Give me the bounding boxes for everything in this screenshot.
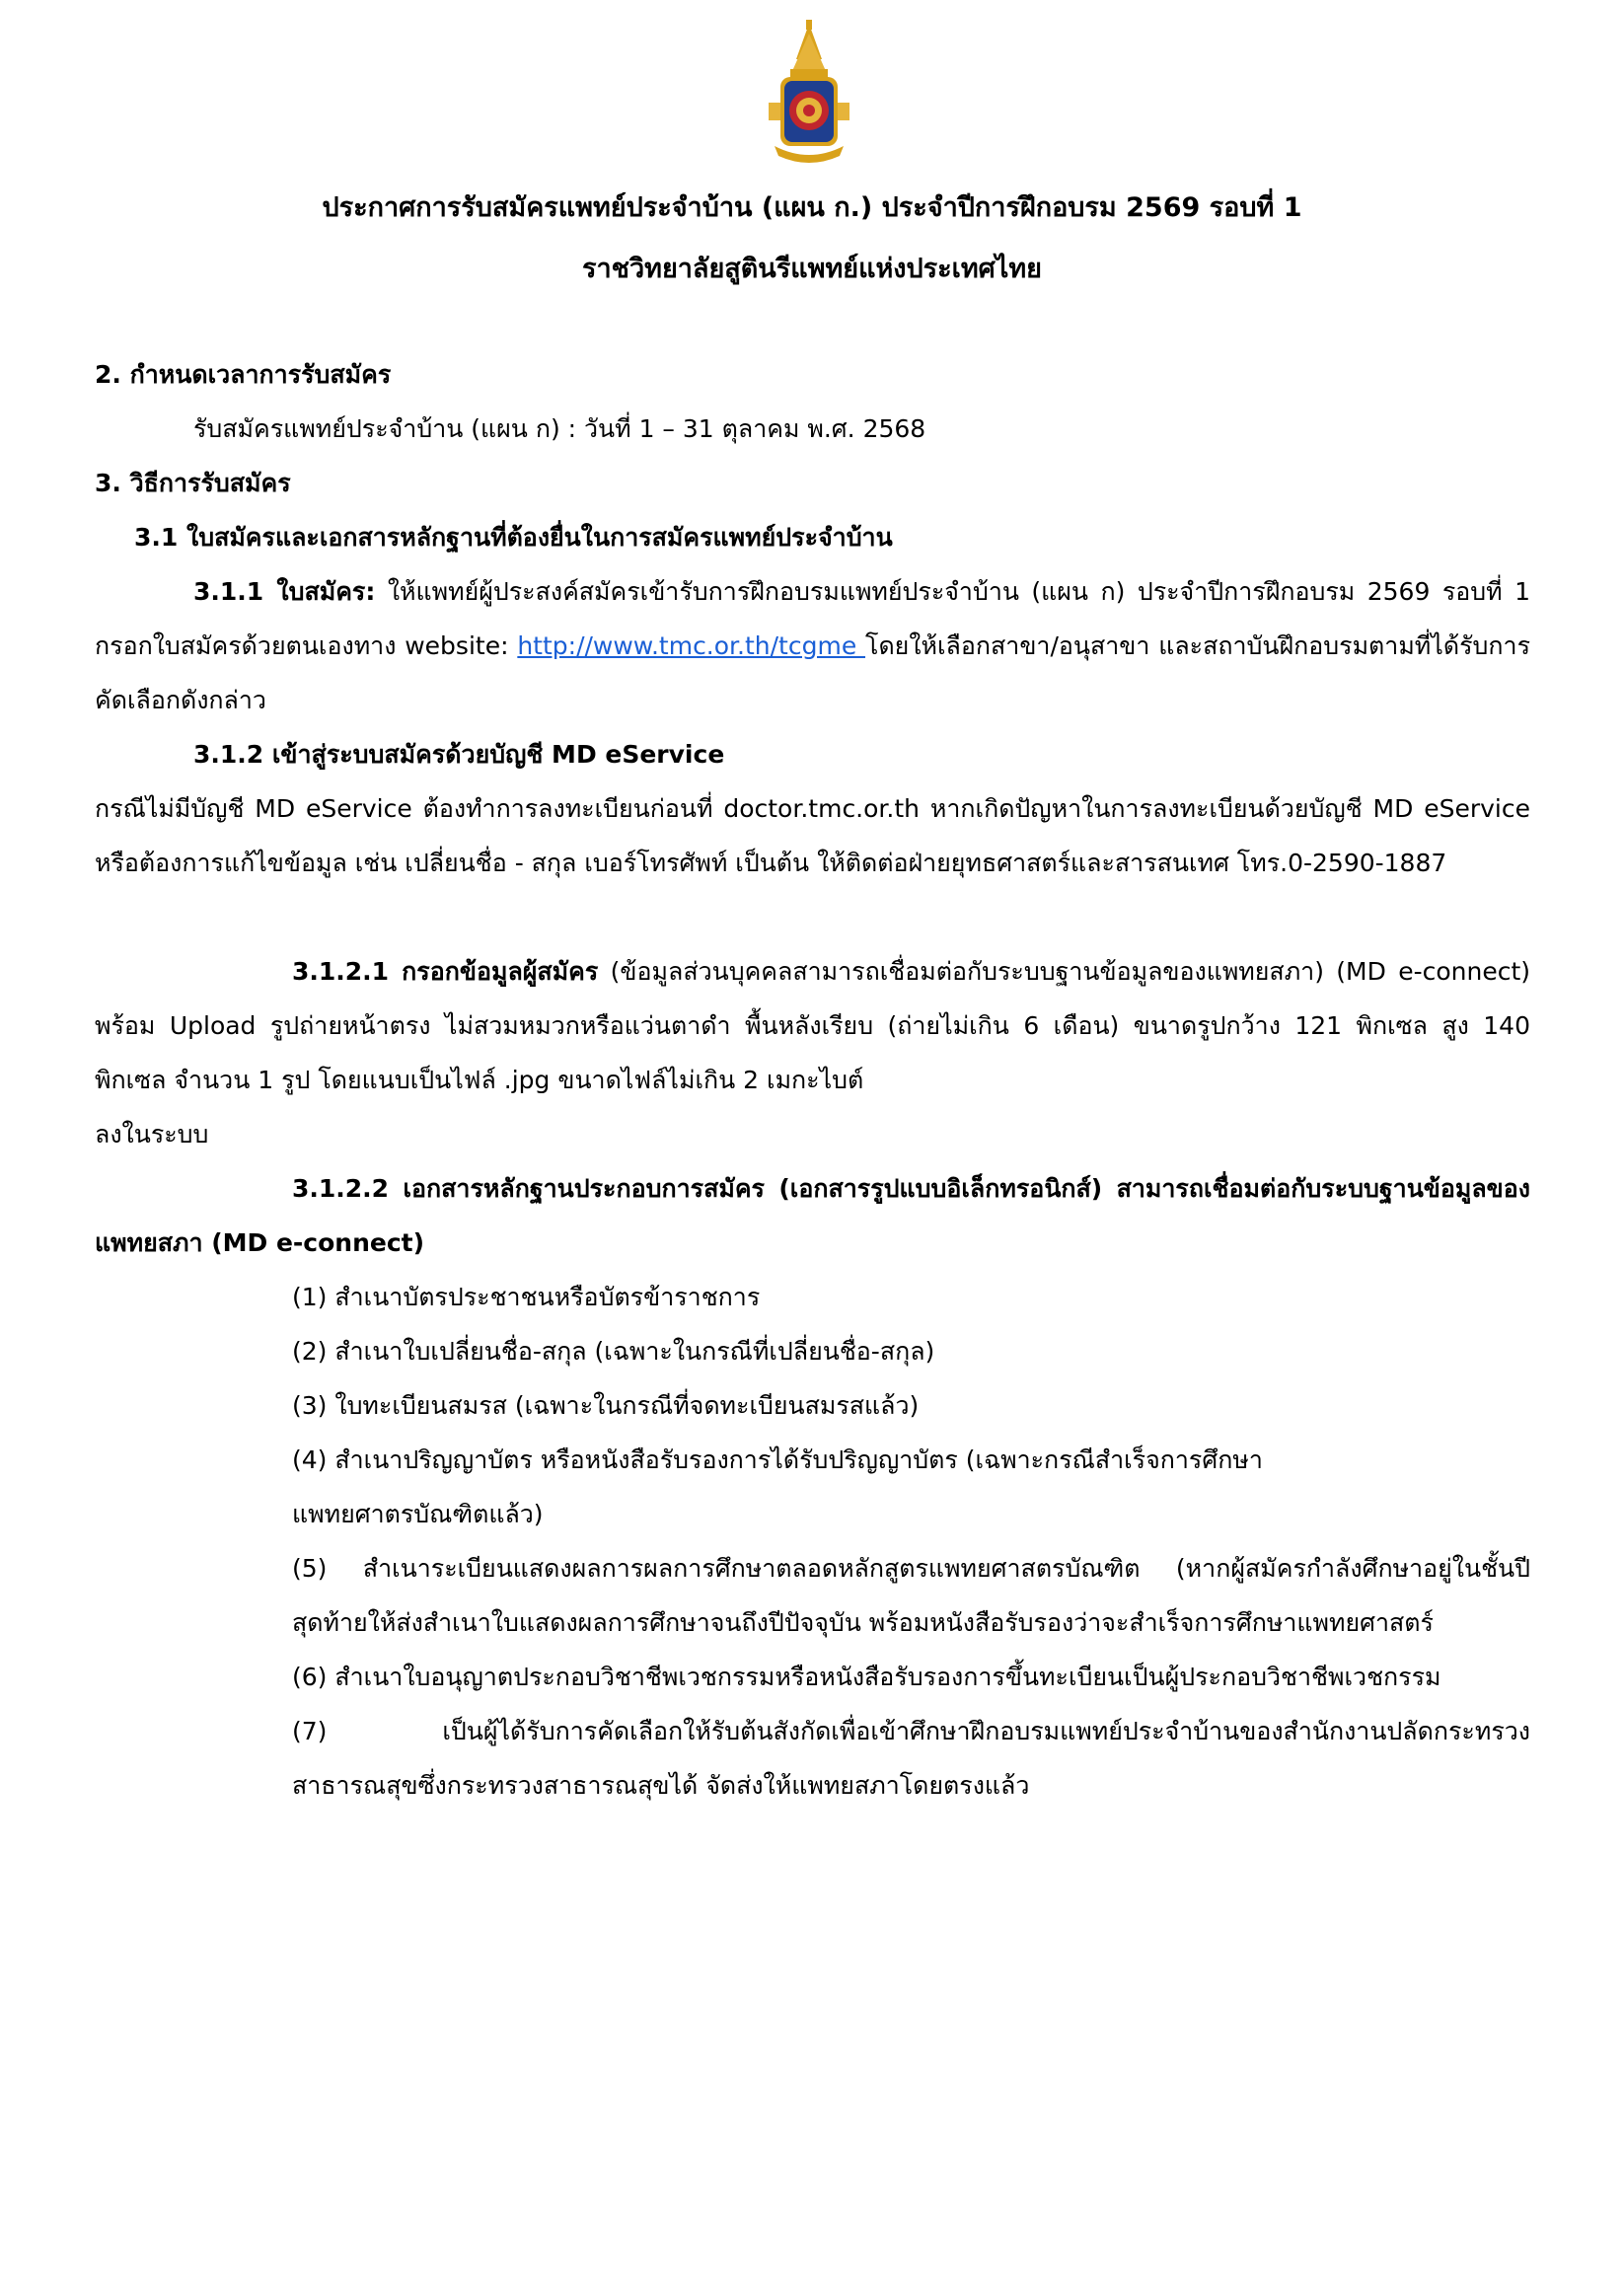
- section-3-1-2-2-heading-text: 3.1.2.2 เอกสารหลักฐานประกอบการสมัคร (เอกสารรูปแบบอิเล็กทรอนิกส์) สามารถเชื่อมต่อกับระบบฐานข้อมูลของแพทยสภา (MD e-connect): [95, 1174, 1530, 1257]
- section-3-1-2-1-tail: ลงในระบบ: [95, 1120, 209, 1148]
- list-item: (2) สำเนาใบเปลี่ยนชื่อ-สกุล (เฉพาะในกรณีที่เปลี่ยนชื่อ-สกุล): [292, 1337, 935, 1366]
- section-3-1-1-label: 3.1.1 ใบสมัคร:: [193, 577, 376, 606]
- section-3-1-heading: 3.1 ใบสมัครและเอกสารหลักฐานที่ต้องยื่นในการสมัครแพทย์ประจำบ้าน: [134, 523, 893, 552]
- section-3-1-1-text-tail: โดยให้เลือกสาขา/อนุสาขา และสถาบันฝึกอบรมตามที่ได้รับการคัดเลือกดังกล่าว: [95, 631, 1530, 714]
- list-item: (1) สำเนาบัตรประชาชนหรือบัตรข้าราชการ: [292, 1283, 761, 1311]
- list-item: (4) สำเนาปริญญาบัตร หรือหนังสือรับรองการได้รับปริญญาบัตร (เฉพาะกรณีสำเร็จการศึกษา แพทยศาตรบัณฑิตแล้ว): [292, 1445, 1263, 1528]
- section-3-1-2-2-heading: [95, 1161, 1530, 1270]
- section-3-1-2-1-label: 3.1.2.1 กรอกข้อมูลผู้สมัคร: [292, 957, 599, 986]
- section-3-1-1-paragraph: [95, 564, 1530, 727]
- section-3-1-2-heading: 3.1.2 เข้าสู่ระบบสมัครด้วยบัญชี MD eService: [193, 740, 725, 769]
- section-3-1-1-text: ให้แพทย์ผู้ประสงค์สมัครเข้ารับการฝึกอบรมแพทย์ประจำบ้าน (แผน ก) ประจำปีการฝึกอบรม 2569 รอบที่ 1 กรอกใบสมัครด้วยตนเองทาง website:: [95, 577, 1530, 660]
- section-2-text: รับสมัครแพทย์ประจำบ้าน (แผน ก) : วันที่ 1 – 31 ตุลาคม พ.ศ. 2568: [193, 414, 926, 443]
- section-3-1-2-text: กรณีไม่มีบัญชี MD eService ต้องทำการลงทะเบียนก่อนที่ doctor.tmc.or.th หากเกิดปัญหาในการลงทะเบียนด้วยบัญชี MD eService หรือต้องการแก้ไขข้อมูล เช่น เปลี่ยนชื่อ - สกุล เบอร์โทรศัพท์ เป็นต้น ให้ติดต่อฝ่ายยุทธศาสตร์และสารสนเทศ โทร.0-2590-1887: [95, 794, 1530, 877]
- list-item: (6) สำเนาใบอนุญาตประกอบวิชาชีพเวชกรรมหรือหนังสือรับรองการขึ้นทะเบียนเป็นผู้ประกอบวิชาชีพเวชกรรม: [292, 1663, 1441, 1691]
- page-title: ประกาศการรับสมัครแพทย์ประจำบ้าน (แผน ก.) ประจำปีการฝึกอบรม 2569 รอบที่ 1: [322, 192, 1302, 223]
- section-2-heading: 2. กำหนดเวลาการรับสมัคร: [95, 360, 392, 389]
- section-3-1-2-1-text: (ข้อมูลส่วนบุคคลสามารถเชื่อมต่อกับระบบฐานข้อมูลของแพทยสภา) (MD e-connect) พร้อม Upload รูปถ่ายหน้าตรง ไม่สวมหมวกหรือแว่นตาดำ พื้นหลังเรียบ (ถ่ายไม่เกิน 6 เดือน) ขนาดรูปกว้าง 121 พิกเซล สูง 140 พิกเซล จำนวน 1 รูป โดยแนบเป็นไฟล์ .jpg ขนาดไฟล์ไม่เกิน 2 เมกะไบต์: [95, 957, 1531, 1094]
- royal-college-seal-icon: [767, 20, 851, 164]
- list-item: (7) เป็นผู้ได้รับการคัดเลือกให้รับต้นสังกัดเพื่อเข้าศึกษาฝึกอบรมแพทย์ประจำบ้านของสำนักงานปลัดกระทรวงสาธารณสุขซึ่งกระทรวงสาธารณสุขได้ จัดส่งให้แพทยสภาโดยตรงแล้ว: [292, 1717, 1530, 1800]
- section-3-1-2-1-paragraph: [95, 944, 1530, 1107]
- document-list: [95, 1270, 1530, 1813]
- list-item: (3) ใบทะเบียนสมรส (เฉพาะในกรณีที่จดทะเบียนสมรสแล้ว): [292, 1391, 920, 1420]
- page-subtitle: ราชวิทยาลัยสูตินรีแพทย์แห่งประเทศไทย: [582, 254, 1042, 284]
- tcgme-link[interactable]: http://www.tmc.or.th/tcgme: [517, 631, 866, 660]
- list-item: (5) สำเนาระเบียนแสดงผลการผลการศึกษาตลอดหลักสูตรแพทยศาสตรบัณฑิต (หากผู้สมัครกำลังศึกษาอยู่ในชั้นปีสุดท้ายให้ส่งสำเนาใบแสดงผลการศึกษาจนถึงปีปัจจุบัน พร้อมหนังสือรับรองว่าจะสำเร็จการศึกษาแพทยศาสตร์: [292, 1554, 1530, 1637]
- section-3-heading: 3. วิธีการรับสมัคร: [95, 469, 291, 497]
